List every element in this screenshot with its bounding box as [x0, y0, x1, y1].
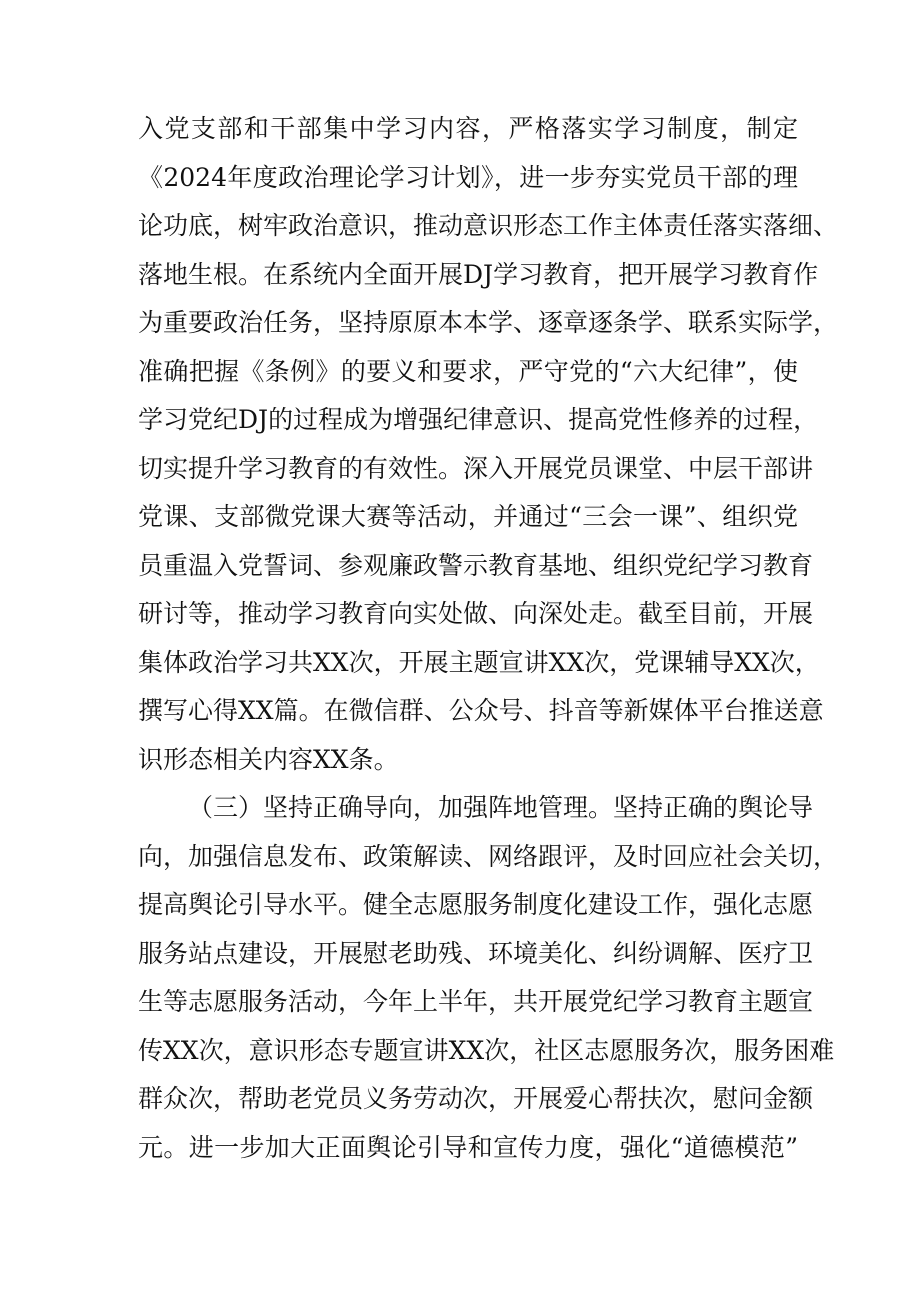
text-line: 集体政治学习共XX次，开展主题宣讲XX次，党课辅导XX次， [138, 647, 820, 677]
text-line: 学习党纪DJ的过程成为增强纪律意识、提高党性修养的过程， [138, 405, 819, 434]
text-line: 识形态相关内容XX条。 [138, 744, 399, 774]
text-line: 论功底，树牢政治意识，推动意识形态工作主体责任落实落细、 [138, 211, 839, 240]
text-line: 准确把握《条例》的要义和要求，严守党的“六大纪律”，使 [138, 356, 798, 386]
text-line: 《2024年度政治理论学习计划》，进一步夯实党员干部的理 [138, 162, 798, 192]
text-line: 向，加强信息发布、政策解读、网络跟评，及时回应社会关切， [138, 841, 839, 871]
text-line: 研讨等，推动学习教育向实处做、向深处走。截至目前，开展 [138, 599, 814, 628]
text-line: 为重要政治任务，坚持原原本本学、逐章逐条学、联系实际学， [138, 308, 839, 337]
text-line: 群众次，帮助老党员义务劳动次，开展爱心帮扶次，慰问金额 [138, 1084, 814, 1113]
body-text [138, 105, 839, 1172]
text-line: 落地生根。在系统内全面开展DJ学习教育，把开展学习教育作 [138, 259, 819, 289]
text-line: 服务站点建设，开展慰老助残、环境美化、纠纷调解、医疗卫 [138, 938, 814, 968]
text-line: 入党支部和干部集中学习内容，严格落实学习制度，制定 [138, 114, 798, 143]
text-line: 元。进一步加大正面舆论引导和宣传力度，强化“道德模范” [138, 1132, 798, 1162]
text-line: 切实提升学习教育的有效性。深入开展党员课堂、中层干部讲 [138, 453, 814, 483]
text-line: 生等志愿服务活动，今年上半年，共开展党纪学习教育主题宣 [138, 987, 814, 1016]
text-line: 员重温入党誓词、参观廉政警示教育基地、组织党纪学习教育 [138, 550, 814, 580]
section-heading-line: （三）坚持正确导向，加强阵地管理。坚持正确的舆论导 [188, 793, 814, 822]
text-line: 党课、支部微党课大赛等活动，并通过“三会一课”、组织党 [138, 502, 798, 531]
text-line: 传XX次，意识形态专题宣讲XX次，社区志愿服务次，服务困难 [138, 1035, 835, 1065]
text-line: 提高舆论引导水平。健全志愿服务制度化建设工作，强化志愿 [138, 890, 814, 919]
text-line: 撰写心得XX篇。在微信群、公众号、抖音等新媒体平台推送意 [138, 696, 824, 725]
